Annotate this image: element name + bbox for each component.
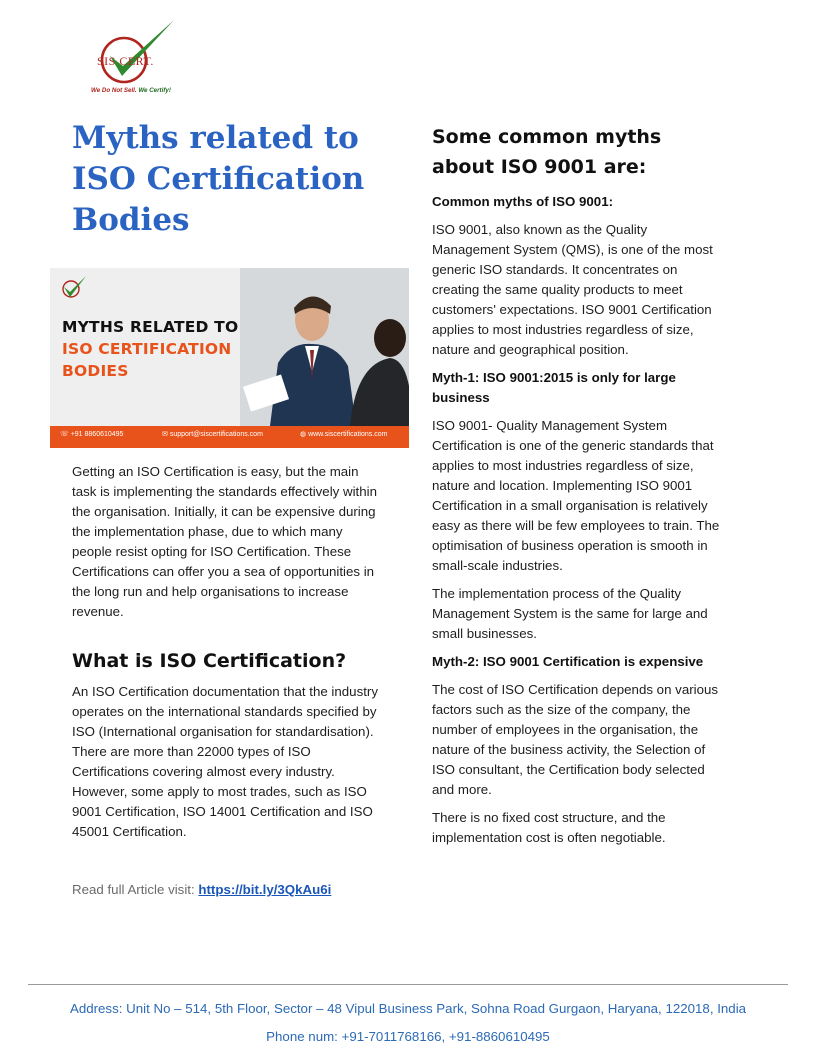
article-link[interactable]: https://bit.ly/3QkAu6i bbox=[198, 882, 332, 897]
banner-line-2: ISO CERTIFICATION bbox=[62, 340, 232, 358]
banner-phone: ☏ +91 8860610495 bbox=[60, 431, 124, 438]
myth-2-heading: Myth-2: ISO 9001 Certification is expensive bbox=[432, 654, 704, 669]
article-banner-image bbox=[50, 268, 409, 448]
myth-1-paragraph: ISO 9001- Quality Management System Certification is one of the generic standards that applies to most industries regardless of size, nature and location. Implementing ISO 9001 Certification in a small organisation is relatively easy as there will be few employees to train. The optimisation of business operation is smooth in small-scale industries. bbox=[432, 418, 720, 573]
mail-icon: ✉ bbox=[162, 431, 170, 438]
left-column bbox=[72, 462, 386, 842]
logo-tagline bbox=[91, 87, 171, 94]
read-more-label: Read full Article visit: bbox=[72, 882, 199, 897]
banner-website: ◍ www.siscertifications.com bbox=[300, 431, 388, 438]
banner-headline bbox=[62, 316, 238, 382]
cost-paragraph: The cost of ISO Certification depends on various factors such as the size of the company, the number of employees in the organisation, the nature of the business activity, the Selection of ISO consultant, the Certification body selected and more. bbox=[432, 682, 719, 797]
logo-tagline-green: We Certify! bbox=[138, 87, 171, 94]
read-more-line bbox=[72, 882, 331, 897]
myths-heading: Some common myths about ISO 9001 are: bbox=[432, 126, 662, 178]
myth-1-heading: Myth-1: ISO 9001:2015 is only for large business bbox=[432, 370, 676, 405]
footer-phone: Phone num: +91-7011768166, +91-8860610495 bbox=[266, 1029, 550, 1044]
what-is-paragraph: An ISO Certification documentation that the industry operates on the international standards specified by ISO (International organisation for standardisation). There are more than 22000 types of ISO Certifications covering almost every industry. However, some apply to most trades, such as ISO 9001 Certification, ISO 14001 Certification and ISO 45001 Certification. bbox=[72, 684, 378, 839]
footer-divider bbox=[28, 984, 788, 985]
page-title: Myths related to ISO Certification Bodies bbox=[72, 120, 365, 238]
banner-email: ✉ support@siscertifications.com bbox=[162, 431, 263, 438]
implementation-paragraph: The implementation process of the Quality Management System is the same for large and small businesses. bbox=[432, 586, 708, 641]
banner-line-1: MYTHS RELATED TO bbox=[62, 318, 239, 336]
fixed-cost-paragraph: There is no fixed cost structure, and the implementation cost is often negotiable. bbox=[432, 810, 666, 845]
common-myths-subheading: Common myths of ISO 9001: bbox=[432, 194, 614, 209]
banner-contact-strip bbox=[50, 426, 409, 448]
intro-paragraph: Getting an ISO Certification is easy, but the main task is implementing the standards effectively within the organisation. Initially, it can be expensive during the implementation phase, due to which many people resist opting for ISO Certification. These Certifications can offer you a sea of opportunities in the long run and help organisations to increase revenue. bbox=[72, 464, 377, 619]
globe-icon: ◍ bbox=[300, 431, 309, 438]
what-is-heading: What is ISO Certification? bbox=[72, 650, 347, 672]
iso9001-paragraph: ISO 9001, also known as the Quality Management System (QMS), is one of the most generic ISO standards. It concentrates on creating the same quality products to meet customers' expectations. ISO 9001 Certification applies to most industries regardless of size, nature and geographical position. bbox=[432, 222, 713, 357]
logo-tagline-red: We Do Not Sell. bbox=[91, 87, 139, 94]
banner-line-3: BODIES bbox=[62, 362, 129, 380]
phone-icon: ☏ bbox=[60, 431, 71, 438]
right-column bbox=[432, 122, 722, 848]
footer-address: Address: Unit No – 514, 5th Floor, Sector – 48 Vipul Business Park, Sohna Road Gurgaon, Haryana, 122018, India bbox=[69, 1001, 747, 1016]
logo-text: SIS CERT. bbox=[97, 54, 154, 68]
